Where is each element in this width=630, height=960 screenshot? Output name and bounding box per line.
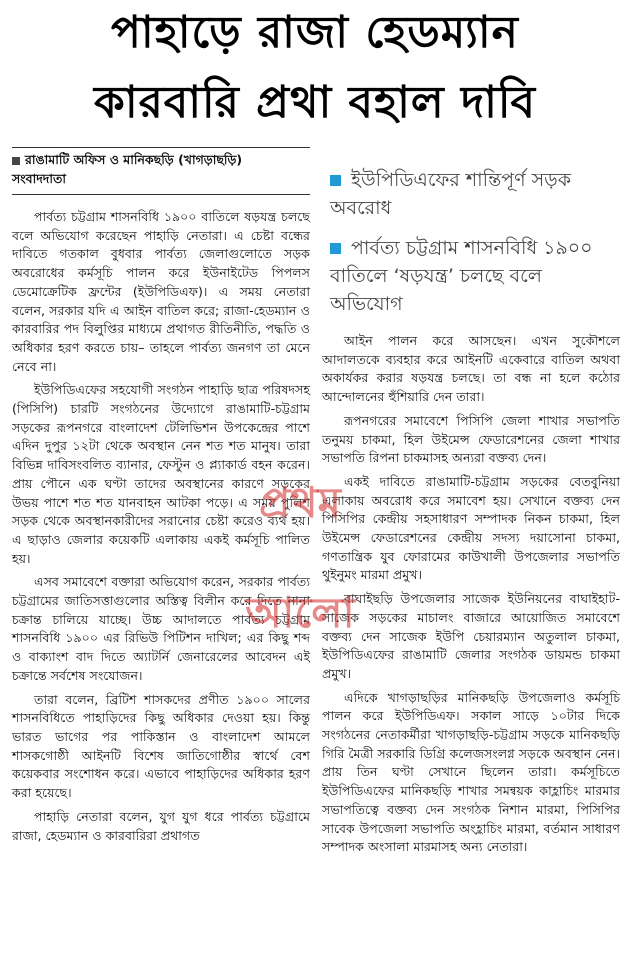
- article-paragraph: আইন পালন করে আসছেন। এখন সুকৌশলে আদালতকে ব্যবহার করে আইনটি একেবারে বাতিল অথবা অকার্যকর করার ষড়যন্ত্র চলছে। তা বন্ধ না হলে কঠোর আন্দোলনের হুঁশিয়ারি দেন তারা।: [322, 333, 620, 405]
- byline: [12, 150, 312, 188]
- article-paragraph: এসব সমাবেশে বক্তারা অভিযোগ করেন, সরকার পার্বত্য চট্টগ্রামের জাতিসত্তাগুলোর অস্তিত্ব বিলীন করে দিতে নানা চক্রান্ত চালিয়ে যাচ্ছে। উচ্চ আদালতে পার্বত্য চট্টগ্রাম শাসনবিধি ১৯০০ এর রিভিউ পিটিশন দাখিল; এর কিছু শব্দ ও বাক্যাংশ বাদ দিতে অ্যাটর্নি জেনারেলের আবেদন এই চক্রান্তে সর্বশেষ সংযোজন।: [12, 574, 310, 683]
- highlight-1: [330, 166, 620, 222]
- highlight-bullet-icon: [330, 243, 341, 254]
- highlight-1-text: ইউপিডিএফের শান্তিপূর্ণ সড়ক অবরোধ: [330, 169, 572, 219]
- highlight-bullet-icon: [330, 175, 341, 186]
- article-paragraph: পার্বত্য চট্টগ্রাম শাসনবিধি ১৯০০ বাতিলে ষড়যন্ত্র চলছে বলে অভিযোগ করেছেন পাহাড়ি নেতারা। এ চেষ্টা বন্ধের দাবিতে গতকাল বুধবার পার্বত্য জেলাগুলোতে সড়ক অবরোধের কর্মসূচি পালন করে ইউনাইটেড পিপলস ডেমোক্রেটিক ফ্রন্টের (ইউপিডিএফ)। এ সময় নেতারা বলেন, সরকার যদি এ আইন বাতিল করে; রাজা-হেডম্যান ও কারবারির পদ বিলুপ্তির মাধ্যমে প্রথাগত রীতিনীতি, পদ্ধতি ও অধিকার হরণ করতে চায়– তাহলে পার্বত্য জনগণ তা মেনে নেবে না।: [12, 209, 310, 374]
- article-paragraph: ইউপিডিএফের সহযোগী সংগঠন পাহাড়ি ছাত্র পরিষদসহ (পিসিপি) চারটি সংগঠনের উদ্যোগে রাঙামাটি-চট্টগ্রাম সড়কের রূপনগরে বাংলাদেশ টেলিভিশন উপকেন্দ্রের পাশে এদিন দুপুর ১২টা থেকে অবস্থান নেন শত শত মানুষ। তারা বিভিন্ন দাবিসংবলিত ব্যানার, ফেস্টুন ও প্ল্যাকার্ড বহন করেন। প্রায় পৌনে এক ঘণ্টা তাদের অবস্থানের কারণে সড়কের উভয় পাশে শত শত যানবাহন আটকা পড়ে। এ সময় পুলিশ সড়ক থেকে অবস্থানকারীদের সরানোর চেষ্টা করেও ব্যর্থ হয়। এ ছাড়াও জেলার কয়েকটি এলাকায় একই কর্মসূচি পালিত হয়।: [12, 382, 310, 566]
- byline-square-icon: [12, 157, 20, 165]
- article-paragraph: এদিকে খাগড়াছড়ির মানিকছড়ি উপজেলাও কর্মসূচি পালন করে ইউপিডিএফ। সকাল সাড়ে ১০টার দিকে সংগঠনের নেতাকর্মীরা খাগড়াছড়ি-চট্টগ্রাম সড়কে মানিকছড়ি গিরি মৈত্রী সরকারি ডিগ্রি কলেজসংলগ্ন সড়কে অবস্থান নেন। প্রায় তিন ঘণ্টা সেখানে ছিলেন তারা। কর্মসূচিতে ইউপিডিএফের মানিকছড়ি শাখার সমন্বয়ক কাহ্লাচিং মারমার সভাপতিত্বে বক্তব্য দেন সংগঠক নিশান মারমা, পিসিপির সাবেক উপজেলা সভাপতি অংহ্লাচিং মারমা, বর্তমান সাধারণ সম্পাদক অংসালা মারমাসহ অন্য নেতারা।: [322, 689, 620, 855]
- article-column-right: [322, 332, 620, 857]
- article-paragraph: তারা বলেন, ব্রিটিশ শাসকদের প্রণীত ১৯০০ সালের শাসনবিধিতে পাহাড়িদের কিছু অধিকার দেওয়া হয়। কিন্তু ভারত ভাগের পর পাকিস্তান ও বাংলাদেশ আমলে শাসকগোষ্ঠী আইনটি বিশেষ জাতিগোষ্ঠীর স্বার্থে বেশ কয়েকবার সংশোধন করে। এভাবে পাহাড়িদের অধিকার হরণ করা হয়েছে।: [12, 691, 310, 801]
- byline-rule-bottom: [12, 194, 310, 195]
- highlight-2: [330, 234, 620, 318]
- byline-line-2: সংবাদদাতা: [12, 171, 66, 186]
- article-column-left: [12, 208, 310, 845]
- article-paragraph: বাঘাইছড়ি উপজেলার সাজেক ইউনিয়নের বাঘাইহাট-সাজেক সড়কের মাচালং বাজারে আয়োজিত সমাবেশে বক্তব্য দেন সাজেক ইউপি চেয়ারম্যান অতুলাল চাকমা, ইউপিডিএফের রাঙামাটি জেলার সংগঠক ডায়মন্ড চাকমা প্রমুখ।: [322, 591, 620, 681]
- byline-rule-top: [12, 147, 310, 148]
- article-paragraph: রূপনগরের সমাবেশে পিসিপি জেলা শাখার সভাপতি তনুময় চাকমা, হিল উইমেন্স ফেডারেশনের জেলা শাখার সভাপতি রিপনা চাকমাসহ অন্যরা বক্তব্য দেন।: [322, 412, 620, 466]
- article-paragraph: একই দাবিতে রাঙামাটি-চট্টগ্রাম সড়কের বেতবুনিয়া এলাকায় অবরোধ করে সমাবেশ হয়। সেখানে বক্তব্য দেন পিসিপির কেন্দ্রীয় সহসাধারণ সম্পাদক নিকন চাকমা, হিল উইমেন্স ফেডারেশনের কেন্দ্রীয় সদস্য দয়াসোনা চাকমা, গণতান্ত্রিক যুব ফোরামের কাউখালী উপজেলার সভাপতি থুইনুমং মারমা প্রমুখ।: [322, 473, 620, 583]
- headline-line-1: পাহাড়ে রাজা হেডম্যান: [111, 7, 519, 58]
- headline-line-2: কারবারি প্রথা বহাল দাবি: [94, 77, 536, 128]
- watermark-logo: প্রথম আলো: [245, 478, 355, 637]
- highlight-2-text: পার্বত্য চট্টগ্রাম শাসনবিধি ১৯০০ বাতিলে ‘ষড়যন্ত্র’ চলছে বলে অভিযোগ: [330, 237, 593, 315]
- byline-line-1: রাঙামাটি অফিস ও মানিকছড়ি (খাগড়াছড়ি): [25, 152, 243, 167]
- article-paragraph: পাহাড়ি নেতারা বলেন, যুগ যুগ ধরে পার্বত্য চট্টগ্রামে রাজা, হেডম্যান ও কারবারিরা প্রথাগত: [12, 808, 310, 843]
